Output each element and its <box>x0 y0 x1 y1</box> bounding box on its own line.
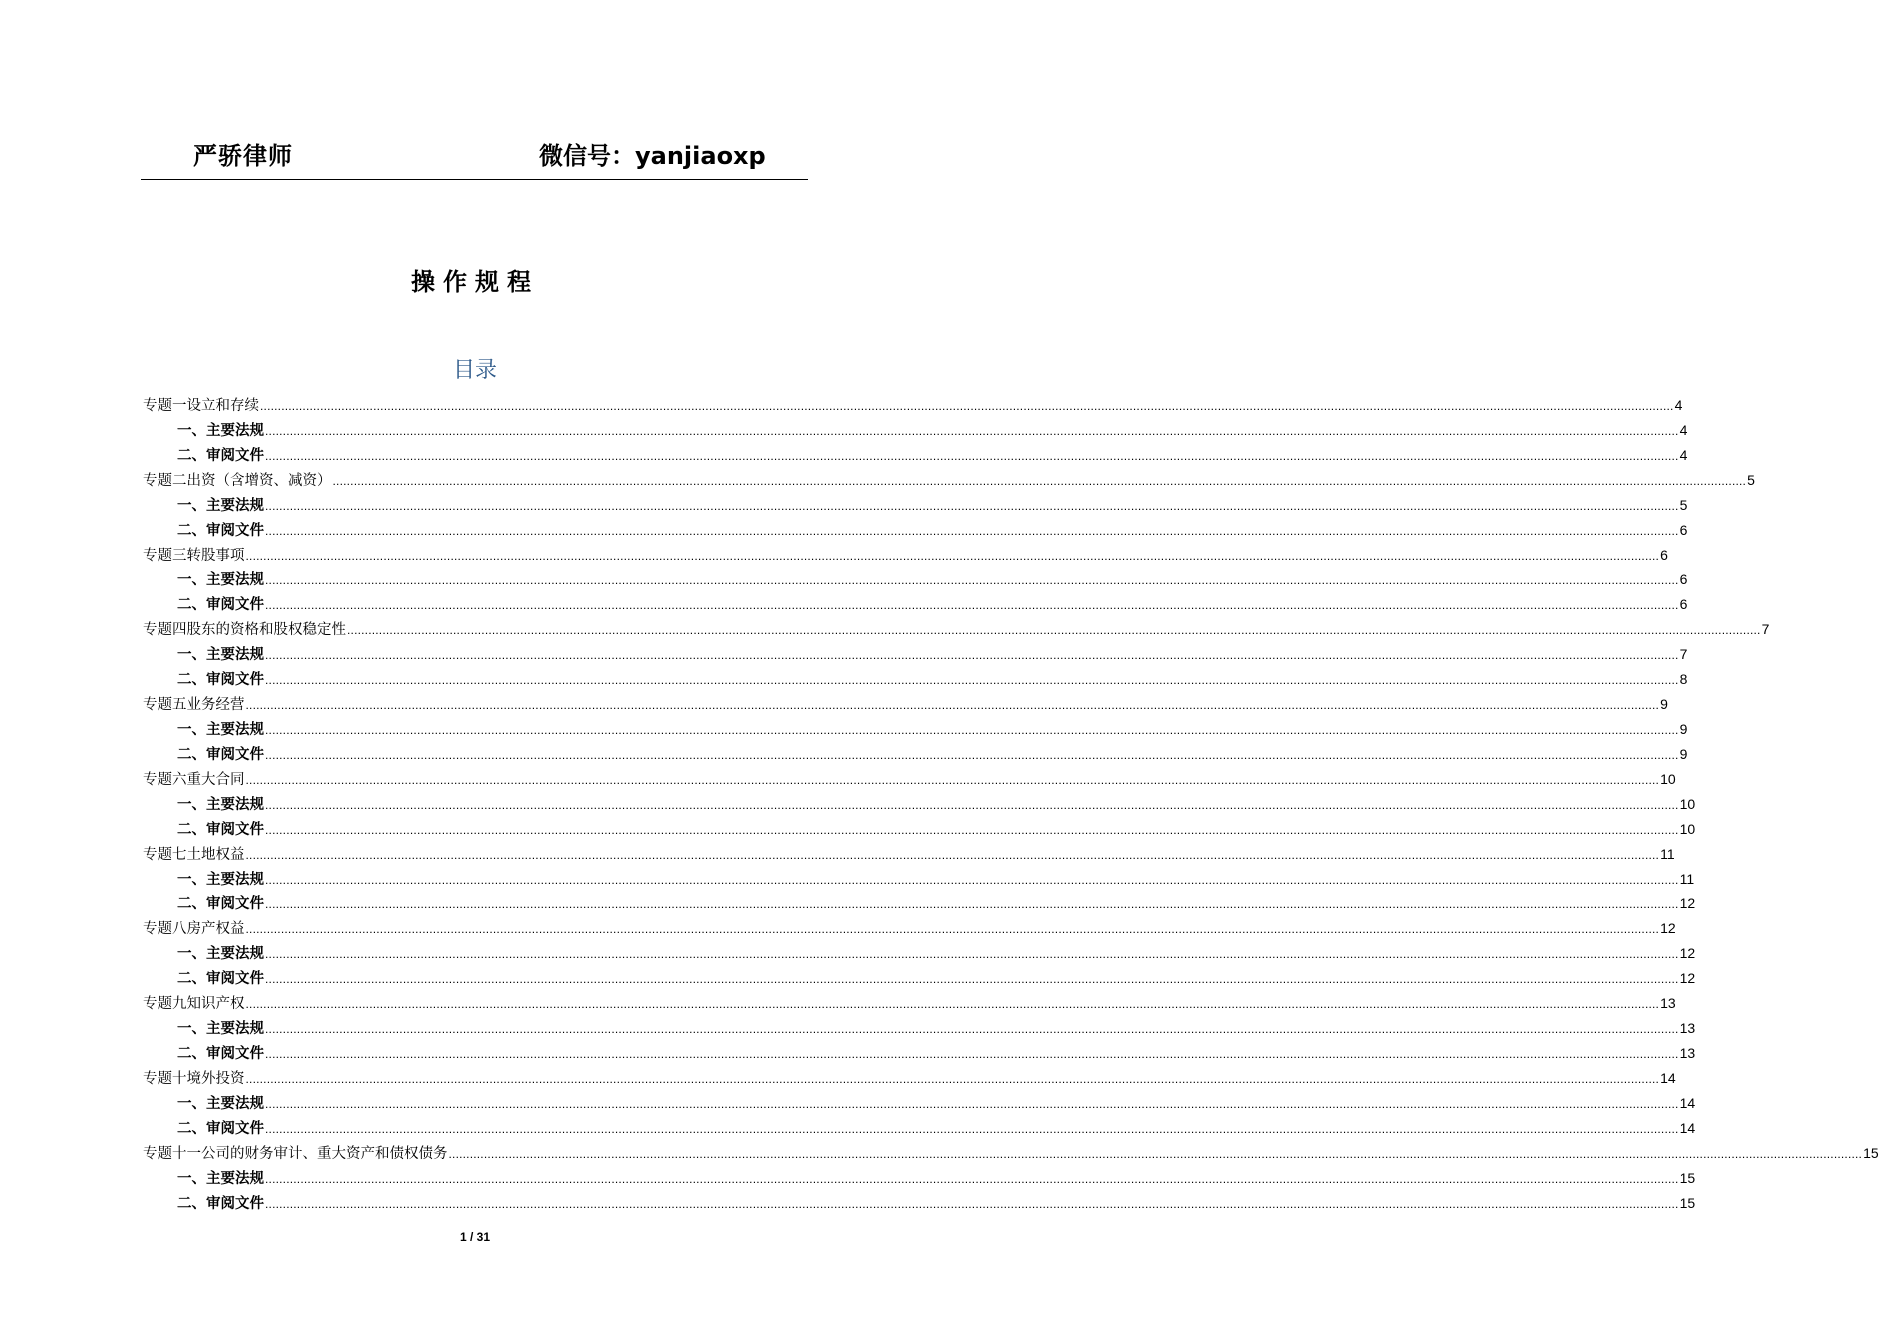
toc-entry-label: 审阅文件 <box>206 1120 264 1137</box>
toc-entry-page: 13 <box>1679 1044 1696 1061</box>
toc-dot-leader: ................................................................................................................................................................................................................................................................................................................................................................................................................ <box>245 997 1660 1012</box>
toc-dot-leader: ................................................................................................................................................................................................................................................................................................................................................................................................................ <box>265 1096 1679 1111</box>
toc-topic-entry[interactable] <box>143 767 1676 792</box>
toc-section-entry[interactable] <box>143 1116 1696 1141</box>
toc-dot-leader: ................................................................................................................................................................................................................................................................................................................................................................................................................ <box>245 698 1660 713</box>
toc-section-entry[interactable] <box>143 567 1688 592</box>
toc-entry-page: 4 <box>1679 421 1688 438</box>
toc-entry-page: 12 <box>1660 920 1676 937</box>
toc-entry-page: 13 <box>1679 1020 1696 1037</box>
toc-entry-page: 12 <box>1679 945 1696 962</box>
toc-dot-leader: ................................................................................................................................................................................................................................................................................................................................................................................................................ <box>245 548 1660 563</box>
toc-entry-number: 一、 <box>177 946 206 963</box>
toc-topic-entry[interactable] <box>143 916 1676 941</box>
toc-entry-label: 业务经营 <box>186 697 245 714</box>
toc-entry-label: 土地权益 <box>186 846 245 863</box>
header-divider <box>141 179 808 180</box>
toc-dot-leader: ................................................................................................................................................................................................................................................................................................................................................................................................................ <box>265 947 1679 962</box>
toc-topic-entry[interactable] <box>143 468 1755 493</box>
toc-entry-number: 专题三 <box>143 547 187 564</box>
toc-section-entry[interactable] <box>143 1041 1696 1066</box>
toc-topic-entry[interactable] <box>143 543 1668 568</box>
toc-entry-page: 10 <box>1679 820 1696 837</box>
toc-entry-number: 专题七 <box>143 846 187 863</box>
toc-section-entry[interactable] <box>143 443 1688 468</box>
toc-section-entry[interactable] <box>143 642 1688 667</box>
toc-entry-label: 公司的财务审计、重大资产和债权债务 <box>201 1145 448 1162</box>
toc-dot-leader: ................................................................................................................................................................................................................................................................................................................................................................................................................ <box>245 1071 1660 1086</box>
toc-entry-number: 一、 <box>177 721 206 738</box>
toc-section-entry[interactable] <box>143 742 1688 767</box>
toc-section-entry[interactable] <box>143 493 1688 518</box>
toc-entry-label: 审阅文件 <box>206 522 264 539</box>
toc-entry-number: 专题十一 <box>143 1145 201 1162</box>
toc-entry-number: 二、 <box>177 971 206 988</box>
toc-dot-leader: ................................................................................................................................................................................................................................................................................................................................................................................................................ <box>265 1196 1679 1211</box>
toc-dot-leader: ................................................................................................................................................................................................................................................................................................................................................................................................................ <box>265 822 1679 837</box>
toc-entry-number: 专题五 <box>143 697 187 714</box>
toc-dot-leader: ................................................................................................................................................................................................................................................................................................................................................................................................................ <box>265 797 1679 812</box>
toc-entry-page: 10 <box>1679 795 1696 812</box>
toc-section-entry[interactable] <box>143 1016 1696 1041</box>
toc-dot-leader: ................................................................................................................................................................................................................................................................................................................................................................................................................ <box>448 1146 1863 1161</box>
toc-entry-label: 审阅文件 <box>206 447 264 464</box>
toc-entry-label: 转股事项 <box>186 547 245 564</box>
toc-entry-label: 出资（含增资、减资） <box>186 472 332 489</box>
toc-entry-page: 6 <box>1679 596 1688 613</box>
toc-entry-label: 股东的资格和股权稳定性 <box>186 622 346 639</box>
toc-entry-number: 二、 <box>177 447 206 464</box>
toc-entry-number: 二、 <box>177 821 206 838</box>
toc-entry-number: 二、 <box>177 746 206 763</box>
toc-entry-number: 二、 <box>177 597 206 614</box>
toc-entry-page: 6 <box>1679 521 1688 538</box>
toc-entry-number: 专题八 <box>143 921 187 938</box>
toc-entry-label: 主要法规 <box>206 497 264 514</box>
toc-section-entry[interactable] <box>143 941 1696 966</box>
toc-dot-leader: ................................................................................................................................................................................................................................................................................................................................................................................................................ <box>265 1046 1679 1061</box>
toc-entry-number: 二、 <box>177 1045 206 1062</box>
toc-entry-page: 12 <box>1679 895 1696 912</box>
toc-entry-page: 4 <box>1674 397 1683 413</box>
toc-entry-page: 4 <box>1679 446 1688 463</box>
toc-entry-page: 15 <box>1679 1169 1696 1186</box>
toc-entry-number: 一、 <box>177 647 206 664</box>
toc-dot-leader: ................................................................................................................................................................................................................................................................................................................................................................................................................ <box>265 1171 1679 1186</box>
toc-dot-leader: ................................................................................................................................................................................................................................................................................................................................................................................................................ <box>265 498 1679 513</box>
toc-dot-leader: ................................................................................................................................................................................................................................................................................................................................................................................................................ <box>265 1121 1679 1136</box>
toc-entry-number: 二、 <box>177 1195 206 1212</box>
toc-entry-page: 12 <box>1679 970 1696 987</box>
toc-dot-leader: ................................................................................................................................................................................................................................................................................................................................................................................................................ <box>265 972 1679 987</box>
toc-entry-label: 审阅文件 <box>206 821 264 838</box>
toc-entry-label: 境外投资 <box>186 1070 245 1087</box>
toc-entry-label: 重大合同 <box>186 771 245 788</box>
toc-dot-leader: ................................................................................................................................................................................................................................................................................................................................................................................................................ <box>245 922 1660 937</box>
toc-entry-label: 审阅文件 <box>206 896 264 913</box>
toc-dot-leader: ................................................................................................................................................................................................................................................................................................................................................................................................................ <box>260 399 1674 413</box>
toc-entry-page: 11 <box>1660 845 1675 862</box>
toc-entry-label: 主要法规 <box>206 1095 264 1112</box>
toc-entry-page: 14 <box>1660 1069 1676 1086</box>
toc-entry-number: 一、 <box>177 572 206 589</box>
toc-entry-page: 9 <box>1660 696 1668 713</box>
toc-topic-entry[interactable] <box>143 1141 1879 1166</box>
toc-section-entry[interactable] <box>143 717 1688 742</box>
toc-entry-label: 审阅文件 <box>206 1195 264 1212</box>
toc-dot-leader: ................................................................................................................................................................................................................................................................................................................................................................................................................ <box>265 423 1679 438</box>
toc-entry-number: 专题二 <box>143 472 187 489</box>
toc-entry-page: 6 <box>1660 546 1668 563</box>
toc-section-entry[interactable] <box>143 418 1688 443</box>
toc-entry-page: 15 <box>1863 1144 1879 1161</box>
toc-dot-leader: ................................................................................................................................................................................................................................................................................................................................................................................................................ <box>332 473 1747 488</box>
toc-section-entry[interactable] <box>143 792 1696 817</box>
toc-topic-entry[interactable] <box>143 393 1683 418</box>
toc-entry-label: 主要法规 <box>206 946 264 963</box>
toc-section-entry[interactable] <box>143 592 1688 617</box>
toc-entry-number: 专题十 <box>143 1070 187 1087</box>
toc-entry-page: 14 <box>1679 1094 1696 1111</box>
toc-entry-number: 专题九 <box>143 996 187 1013</box>
toc-entry-label: 审阅文件 <box>206 746 264 763</box>
toc-entry-label: 设立和存续 <box>186 398 259 414</box>
toc-entry-label: 主要法规 <box>206 1170 264 1187</box>
toc-entry-number: 一、 <box>177 1095 206 1112</box>
toc-entry-page: 14 <box>1679 1119 1696 1136</box>
toc-entry-number: 专题四 <box>143 622 187 639</box>
toc-dot-leader: ................................................................................................................................................................................................................................................................................................................................................................................................................ <box>265 523 1679 538</box>
toc-dot-leader: ................................................................................................................................................................................................................................................................................................................................................................................................................ <box>245 772 1660 787</box>
toc-entry-label: 审阅文件 <box>206 672 264 689</box>
toc-entry-number: 一、 <box>177 871 206 888</box>
toc-section-entry[interactable] <box>143 966 1696 991</box>
toc-entry-label: 知识产权 <box>186 996 245 1013</box>
toc-dot-leader: ................................................................................................................................................................................................................................................................................................................................................................................................................ <box>245 847 1660 862</box>
toc-entry-label: 主要法规 <box>206 871 264 888</box>
toc-topic-entry[interactable] <box>143 991 1676 1016</box>
toc-entry-label: 主要法规 <box>206 647 264 664</box>
toc-entry-number: 一、 <box>177 1170 206 1187</box>
toc-entry-number: 专题六 <box>143 771 187 788</box>
toc-entry-number: 一、 <box>177 1021 206 1038</box>
toc-dot-leader: ................................................................................................................................................................................................................................................................................................................................................................................................................ <box>265 598 1679 613</box>
toc-entry-label: 主要法规 <box>206 796 264 813</box>
toc-section-entry[interactable] <box>143 1091 1696 1116</box>
toc-entry-label: 主要法规 <box>206 572 264 589</box>
toc-entry-page: 7 <box>1761 621 1770 638</box>
toc-dot-leader: ................................................................................................................................................................................................................................................................................................................................................................................................................ <box>265 648 1679 663</box>
toc-section-entry[interactable] <box>143 1191 1696 1216</box>
toc-topic-entry[interactable] <box>143 842 1675 867</box>
toc-topic-entry[interactable] <box>143 1066 1676 1091</box>
toc-dot-leader: ................................................................................................................................................................................................................................................................................................................................................................................................................ <box>265 448 1679 463</box>
toc-dot-leader: ................................................................................................................................................................................................................................................................................................................................................................................................................ <box>265 722 1679 737</box>
toc-entry-label: 主要法规 <box>206 422 264 439</box>
toc-entry-page: 8 <box>1679 671 1688 688</box>
toc-entry-number: 二、 <box>177 672 206 689</box>
toc-entry-number: 一、 <box>177 796 206 813</box>
table-of-contents <box>143 393 1879 1215</box>
toc-entry-label: 主要法规 <box>206 1021 264 1038</box>
toc-entry-label: 审阅文件 <box>206 1045 264 1062</box>
header-wechat: 微信号：yanjiaoxp <box>539 142 766 170</box>
toc-section-entry[interactable] <box>143 518 1688 543</box>
toc-entry-page: 13 <box>1660 995 1676 1012</box>
page-indicator: 1 / 31 <box>459 1230 491 1244</box>
toc-section-entry[interactable] <box>143 667 1688 692</box>
toc-entry-page: 15 <box>1679 1194 1696 1211</box>
toc-entry-page: 9 <box>1679 720 1688 737</box>
toc-section-entry[interactable] <box>143 817 1696 842</box>
toc-dot-leader: ................................................................................................................................................................................................................................................................................................................................................................................................................ <box>265 573 1679 588</box>
toc-entry-number: 专题一 <box>143 398 187 414</box>
toc-section-entry[interactable] <box>143 891 1696 916</box>
toc-entry-number: 二、 <box>177 896 206 913</box>
toc-entry-page: 6 <box>1679 571 1688 588</box>
toc-entry-page: 9 <box>1679 745 1688 762</box>
toc-entry-number: 二、 <box>177 1120 206 1137</box>
toc-dot-leader: ................................................................................................................................................................................................................................................................................................................................................................................................................ <box>265 747 1679 762</box>
toc-entry-label: 房产权益 <box>186 921 245 938</box>
toc-topic-entry[interactable] <box>143 617 1770 642</box>
toc-entry-page: 5 <box>1679 496 1688 513</box>
toc-entry-number: 二、 <box>177 522 206 539</box>
toc-dot-leader: ................................................................................................................................................................................................................................................................................................................................................................................................................ <box>265 897 1679 912</box>
toc-dot-leader: ................................................................................................................................................................................................................................................................................................................................................................................................................ <box>265 1022 1679 1037</box>
toc-entry-label: 主要法规 <box>206 721 264 738</box>
toc-section-entry[interactable] <box>143 1166 1696 1191</box>
toc-entry-page: 5 <box>1747 471 1755 488</box>
toc-dot-leader: ................................................................................................................................................................................................................................................................................................................................................................................................................ <box>347 623 1761 638</box>
toc-entry-page: 10 <box>1660 770 1676 787</box>
toc-section-entry[interactable] <box>143 867 1695 892</box>
toc-topic-entry[interactable] <box>143 692 1668 717</box>
toc-entry-label: 审阅文件 <box>206 597 264 614</box>
toc-entry-page: 7 <box>1679 646 1688 663</box>
toc-heading: 目录 <box>452 358 497 383</box>
document-title: 操作规程 <box>411 268 539 296</box>
toc-entry-number: 一、 <box>177 497 206 514</box>
toc-entry-number: 一、 <box>177 422 206 439</box>
toc-dot-leader: ................................................................................................................................................................................................................................................................................................................................................................................................................ <box>265 872 1679 887</box>
toc-entry-page: 11 <box>1679 870 1695 887</box>
header-author: 严骄律师 <box>193 142 293 170</box>
toc-dot-leader: ................................................................................................................................................................................................................................................................................................................................................................................................................ <box>265 673 1679 688</box>
toc-entry-label: 审阅文件 <box>206 971 264 988</box>
